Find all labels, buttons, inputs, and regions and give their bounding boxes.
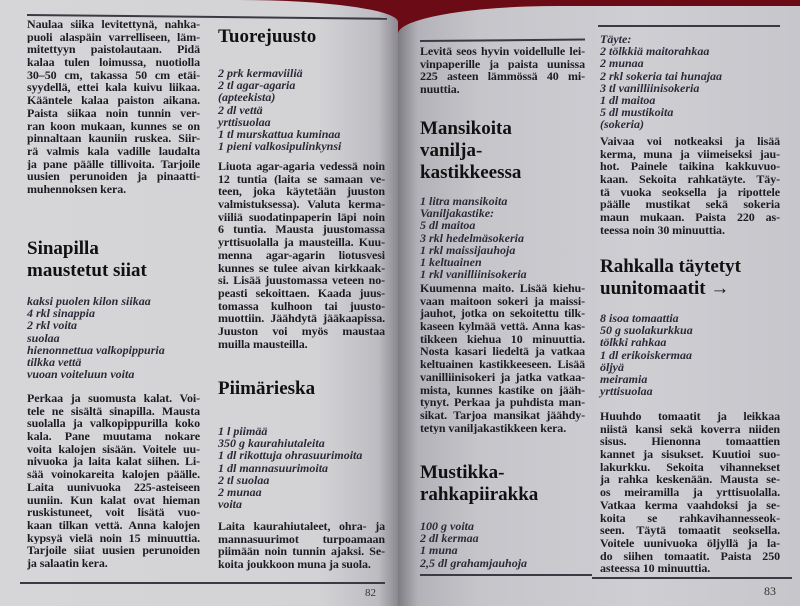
page-number: 82 (365, 587, 376, 599)
left-page (0, 0, 398, 606)
text-line: sisus. Hienonna tomaattien (600, 435, 780, 449)
ingredient: kaksi puolen kilon siikaa (27, 294, 151, 308)
text-line: suolalla ja valkopippurilla koko (27, 417, 200, 431)
paragraph (420, 45, 585, 96)
ingredient-list (420, 195, 585, 280)
ingredient: 1 rkl vanilliinisokeria (420, 267, 527, 282)
text-line: ja salaatin kera. (27, 556, 108, 570)
text-line: Laita kaurahiutaleet, ohra- ja (218, 520, 385, 533)
ingredient: 1 dl erikoiskermaa (600, 347, 692, 362)
ingredient: (sokeria) (600, 117, 644, 132)
text-line: koita se rahkavihannesseok- (600, 511, 780, 525)
ingredient: 2 prk kermaviiliä (218, 66, 303, 80)
text-line: Vatkaa kerma vaahdoksi ja se- (600, 498, 780, 512)
text-line: muilla mausteilla. (218, 337, 308, 351)
text-line: jauhot, jotka on sekoitettu tilk- (420, 307, 585, 321)
text-line: Vaivaa voi notkeaksi ja lisää (600, 135, 780, 148)
title-line: uunitomaatit → (600, 278, 730, 299)
ingredient: yrttisuolaa (600, 384, 653, 399)
text-line: kaan tilkan vettä. Anna kalojen (27, 518, 200, 532)
text-line: ja rahka keskenään. Mausta se- (600, 473, 780, 487)
ingredient: tilkka vettä (27, 355, 82, 370)
text-line: Juuston voi myös maustaa (218, 324, 385, 338)
text-line: valmistuksessa). Valuta kerma- (218, 198, 385, 211)
title-line: Tuorejuusto (218, 26, 317, 47)
title-line: vanilja- (420, 140, 483, 161)
ingredient: 5 dl maitoa (420, 218, 476, 233)
ingredient: 2 rkl voita (27, 318, 77, 333)
ingredient: suolaa (27, 330, 60, 345)
text-line: kala. Pane muutama nokare (27, 430, 200, 443)
recipe-title (218, 26, 385, 48)
ingredient: 2 dl vettä (218, 102, 263, 117)
text-line: pinnaltaan kauniin ruskea. Siir- (27, 132, 200, 145)
text-line: lakurkku. Sekoita vihannekset (600, 460, 780, 474)
text-line: muottiin. Jäähdytä jääkaapissa. (218, 312, 385, 325)
text-line: hot. Painele taikina kakkuvuo- (600, 160, 780, 174)
title-line: kastikkeessa (420, 162, 522, 183)
text-line: peasti sekoittaen. Kaada juus- (218, 286, 385, 300)
text-line: tynyt. Perkaa ja puhdista man- (420, 396, 585, 409)
text-line: tomassa kulhoon tai juusto- (218, 299, 385, 313)
text-line: Laita uunivuoka 225-asteiseen (27, 480, 200, 494)
text-line: mannasuurimot turpoamaan (218, 532, 385, 546)
text-line: maun mukaan. Paista 220 as- (600, 211, 780, 224)
ingredient: 3 tl vanilliinisokeria (600, 80, 700, 95)
ingredient: öljyä (600, 359, 624, 374)
ingredient: 2 munaa (600, 56, 644, 71)
ingredient: 1 muna (420, 543, 458, 558)
text-line: 225 asteen lämmössä 40 mi- (420, 70, 585, 84)
text-line: do siihen tomaatit. Paista 250 (600, 549, 780, 563)
text-line: asteessa 10 minuuttia. (600, 562, 711, 575)
text-line: 30–50 cm, takassa 50 cm etäi- (27, 68, 200, 82)
ingredient: meiramia (600, 372, 648, 387)
text-line: Huuhdo tomaatit ja leikkaa (600, 410, 780, 423)
ingredient: 1 l piimää (218, 424, 268, 438)
paragraph (218, 520, 385, 571)
text-line: Levitä seos hyvin voidellulle lei- (420, 45, 585, 58)
text-line: teen, joka käytetään juuston (218, 185, 385, 199)
bottom-rule (20, 582, 385, 584)
recipe-title (27, 238, 200, 282)
text-line: Tarjoile siiat uusien perunoiden (27, 544, 200, 557)
text-line: sikat. Tarjoa mansikat jäähdy- (420, 408, 585, 422)
paragraph (218, 160, 385, 350)
ingredient: 3 rkl hedelmäsokeria (420, 230, 524, 245)
text-line: piimään noin tunnin ajaksi. Se- (218, 545, 385, 559)
ingredient: 1 litra mansikoita (420, 194, 508, 208)
text-line: ruskistuneet, voit lisätä vuo- (27, 506, 200, 519)
text-line: mista, kunnes kastike on jääh- (420, 383, 585, 397)
text-line: kerma, muna ja viimeiseksi jau- (600, 147, 780, 161)
text-line: kunnes se tulee aivan kirkkaak- (218, 261, 385, 275)
text-line: vinpaperille ja paista uunissa (420, 57, 585, 71)
title-line: Rahkalla täytetyt (600, 256, 741, 277)
text-line: kaan. Sekoita rahkatäyte. Täy- (600, 173, 780, 186)
page-number: 83 (764, 584, 776, 598)
ingredient: 1 tl murskattua kuminaa (218, 127, 341, 142)
ingredient: 1 keltuainen (420, 255, 482, 270)
ingredient: 2 tl suolaa (218, 472, 270, 487)
recipe-title (420, 118, 585, 184)
ingredient: 1 dl mannasuurimoita (218, 460, 329, 475)
text-line: puoli alaspäin varrelliseen, läm- (27, 30, 200, 44)
ingredient-list (600, 33, 780, 131)
ingredient: 100 g voita (420, 519, 474, 533)
text-line: Liuota agar-agaria vedessä noin (218, 160, 385, 173)
ingredient-list (218, 67, 385, 152)
ingredient-list (218, 425, 385, 510)
title-line: Mansikoita (420, 118, 512, 139)
text-line: koita joukkoon muna ja suola. (218, 558, 371, 571)
text-line: teessa noin 30 minuuttia. (600, 223, 725, 237)
text-line: si. Lisää juustomassa veteen no- (218, 274, 385, 287)
text-line: voita kalojen sisään. Voitele uu- (27, 442, 200, 456)
ingredient: voita (218, 497, 242, 512)
ingredient: hienonnettua valkopippuria (27, 342, 165, 357)
text-line: kalaa tulen loimussa, nuotiolla (27, 56, 200, 69)
text-line: menna agar-agarin liotusvesi (218, 248, 385, 262)
text-line: yrttisuolalla ja mausteilla. Kuu- (218, 236, 385, 249)
ingredient: yrttisuolaa (218, 114, 271, 129)
text-line: sää voinokareita kalojen päälle. (27, 468, 200, 481)
text-line: uuniin. Kun kalat ovat hieman (27, 493, 200, 507)
ingredient: 50 g suolakurkkua (600, 323, 693, 338)
text-line: tetyn vaniljakastikkeen kera. (420, 421, 567, 435)
ingredient: 2 munaa (218, 485, 262, 500)
ingredient: 2 tölkkiä maitorahkaa (600, 44, 710, 59)
ingredient: 350 g kaurahiutaleita (218, 436, 325, 451)
title-line: Mustikka- (420, 462, 505, 483)
ingredient: 2,5 dl grahamjauhoja (420, 555, 528, 570)
paragraph (420, 282, 585, 434)
ingredient-list (27, 295, 200, 380)
ingredient: 8 isoa tomaattia (600, 311, 679, 325)
ingredient: 2 tl agar-agaria (218, 78, 296, 93)
ingredient-list (600, 312, 780, 397)
recipe-title (218, 378, 385, 400)
paragraph (27, 18, 200, 196)
ingredient: tölkki rahkaa (600, 335, 667, 350)
text-line: 12 tuntia (laita se samaan ve- (218, 172, 385, 186)
text-line: vanilliinisokeri ja jatka vatkaa- (420, 370, 585, 384)
text-line: kaseen kylmää vettä. Anna kas- (420, 320, 585, 333)
text-line: Voitele uunivuoka öljyllä ja la- (600, 536, 780, 550)
text-line: keltuainen kastikkeeseen. Lisää (420, 358, 585, 371)
ingredient: 1 rkl maissijauhoja (420, 242, 516, 257)
ingredient: 2 rkl sokeria tai hunajaa (600, 68, 723, 83)
text-line: kypsyä vielä noin 15 minuuttia. (27, 531, 200, 545)
text-line: muhennoksen kera. (27, 182, 126, 196)
ingredient: Vaniljakastike: (420, 206, 495, 221)
text-line: os meiramilla ja yrttisuolalla. (600, 486, 780, 499)
title-line: rahkapiirakka (420, 484, 539, 505)
text-line: seen. Täytä tomaatit seoksella. (600, 524, 780, 537)
ingredient: (apteekista) (218, 90, 276, 105)
text-line: rä valmis kala vadille laudalta (27, 144, 200, 158)
ingredient: 1 dl rikottuja ohrasuurimoita (218, 448, 363, 463)
text-line: Paista siikaa noin tunnin ver- (27, 106, 200, 120)
recipe-title (420, 462, 585, 506)
top-rule (598, 25, 780, 27)
right-page (398, 6, 800, 606)
ingredient: vuoan voiteluun voita (27, 367, 135, 382)
text-line: uusien perunoiden ja pinaatti- (27, 170, 200, 183)
bottom-rule (420, 574, 592, 576)
title-line: maustetut siiat (27, 260, 147, 281)
text-line: tikkeen kiehua 10 minuuttia. (420, 332, 585, 346)
text-line: tele ne sisältä sinapilla. Mausta (27, 404, 200, 418)
text-line: viiliä suodatinpaperin läpi noin (218, 210, 385, 224)
text-line: Kääntele kalaa paiston aikana. (27, 94, 200, 107)
ingredient: 5 dl mustikoita (600, 105, 674, 120)
text-line: vaan maitoon sokeri ja maissi- (420, 294, 585, 308)
bottom-rule (592, 577, 792, 579)
text-line: 6 tuntia. Mausta juustomassa (218, 223, 385, 237)
text-line: Naulaa siika levitettynä, nahka- (27, 18, 200, 31)
text-line: päälle mustikat sekä sokeria (600, 198, 780, 212)
text-line: tä vuoka seoksella ja ripottele (600, 185, 780, 199)
ingredient: 4 rkl sinappia (27, 306, 96, 321)
text-line: nivuoka ja laita kalat siihen. Li- (27, 455, 200, 469)
paragraph (27, 392, 200, 570)
text-line: niistä kansi sekä koverra niiden (600, 422, 780, 436)
ingredient-list (420, 520, 585, 569)
recipe-title (600, 256, 780, 300)
ingredient: 2 dl kermaa (420, 531, 479, 546)
text-line: Kuumenna maito. Lisää kiehu- (420, 282, 585, 295)
ingredient: 1 pieni valkosipulinkynsi (218, 139, 342, 154)
paragraph (600, 410, 780, 575)
text-line: syydellä, ettei kala kuivu liikaa. (27, 81, 200, 95)
text-line: mitettyyn paistolautaan. Pidä (27, 43, 200, 57)
text-line: kannet ja sisukset. Kuutioi suo- (600, 448, 780, 461)
text-line: Perkaa ja suomusta kalat. Voi- (27, 392, 200, 405)
top-rule (420, 39, 585, 42)
title-line: Sinapilla (27, 238, 99, 259)
ingredient: 1 dl maitoa (600, 93, 656, 108)
title-line: Piimärieska (218, 378, 316, 399)
text-line: ran koon mukaan, kunnes se on (27, 119, 200, 133)
text-line: nuuttia. (420, 83, 460, 96)
ingredient: Täyte: (600, 32, 632, 46)
paragraph (600, 135, 780, 237)
text-line: ja pane päälle tillivoita. Tarjoile (27, 157, 200, 171)
text-line: Nosta kasari liedeltä ja vatkaa (420, 345, 585, 359)
